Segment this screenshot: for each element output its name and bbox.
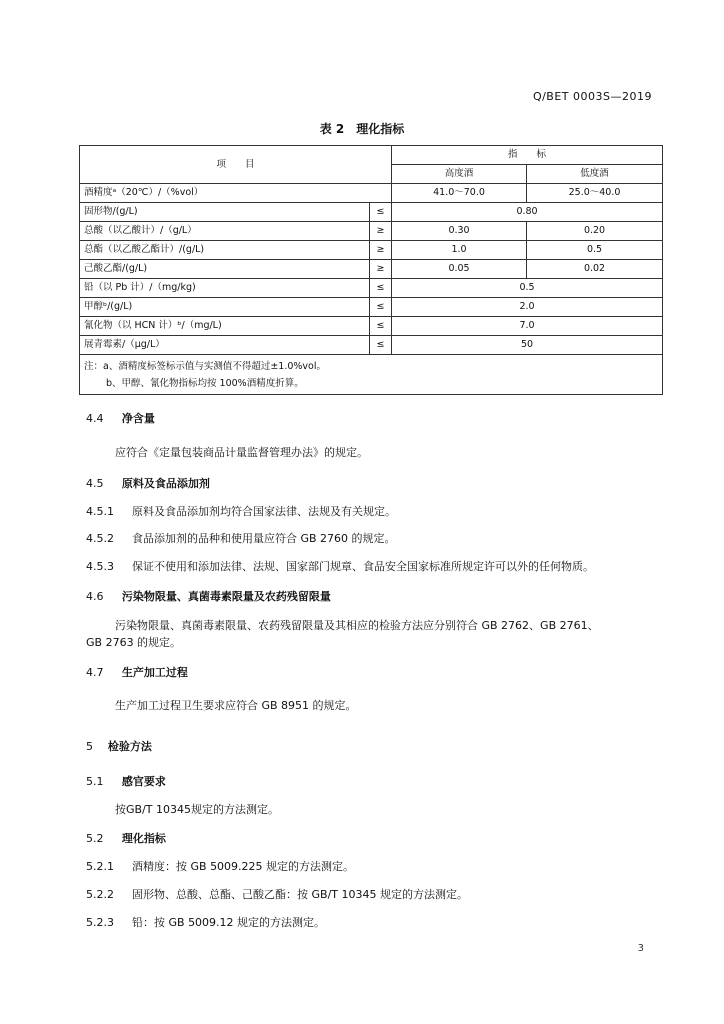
section-number: 5.2.1: [86, 860, 114, 873]
section-title: 生产加工过程: [121, 666, 188, 679]
section-4-5-3: [86, 558, 594, 574]
section-number: 4.7: [86, 666, 104, 679]
row-relation: ≥: [370, 222, 392, 241]
table-row: [80, 203, 663, 222]
header-low-alcohol: 低度酒: [527, 165, 663, 184]
note-a: 注：a、酒精度标签标示值与实测值不得超过±1.0%vol。: [84, 361, 326, 372]
row-item: 展青霉素/（μg/L）: [80, 336, 370, 355]
section-number: 5.1: [86, 775, 104, 788]
table-row: [80, 222, 663, 241]
row-low-value: 0.02: [527, 260, 663, 279]
note-b: b、甲醇、氰化物指标均按 100%酒精度折算。: [106, 378, 304, 389]
section-number: 5.2.3: [86, 916, 114, 929]
row-high-value: 0.30: [392, 222, 527, 241]
row-item: 酒精度ᵃ（20℃）/（%vol）: [80, 184, 392, 203]
section-4-5-2: [86, 530, 396, 546]
table-row: [80, 279, 663, 298]
section-number: 4.5.2: [86, 532, 114, 545]
section-4-5-heading: [86, 475, 210, 491]
section-number: 4.5.1: [86, 505, 114, 518]
row-value: 0.80: [392, 203, 663, 222]
section-4-6-heading: [86, 588, 331, 604]
table-row: [80, 241, 663, 260]
section-number: 5: [86, 740, 93, 753]
row-relation: ≤: [370, 298, 392, 317]
row-value: 50: [392, 336, 663, 355]
section-title: 理化指标: [121, 832, 166, 845]
row-high-value: 0.05: [392, 260, 527, 279]
section-text: 酒精度：按 GB 5009.225 规定的方法测定。: [132, 860, 355, 873]
section-title: 污染物限量、真菌毒素限量及农药残留限量: [121, 590, 331, 603]
row-item: 甲醇ᵇ/(g/L): [80, 298, 370, 317]
row-relation: ≥: [370, 260, 392, 279]
row-relation: ≤: [370, 317, 392, 336]
section-5-2-heading: [86, 830, 166, 846]
section-5-1-text: 按GB/T 10345规定的方法测定。: [115, 803, 279, 816]
row-high-value: 1.0: [392, 241, 527, 260]
section-4-5-1: [86, 503, 396, 519]
section-5-2-2: [86, 886, 468, 902]
section-text: 固形物、总酸、总酯、己酸乙酯：按 GB/T 10345 规定的方法测定。: [132, 888, 468, 901]
section-title: 感官要求: [121, 775, 166, 788]
section-text: 铅：按 GB 5009.12 规定的方法测定。: [132, 916, 326, 929]
row-item: 氰化物（以 HCN 计）ᵇ/（mg/L): [80, 317, 370, 336]
header-high-alcohol: 高度酒: [392, 165, 527, 184]
section-title: 净含量: [121, 412, 155, 425]
section-title: 原料及食品添加剂: [121, 477, 210, 490]
table-row: [80, 260, 663, 279]
section-number: 5.2.2: [86, 888, 114, 901]
row-item: 铅（以 Pb 计）/（mg/kg): [80, 279, 370, 298]
row-item: 总酸（以乙酸计）/（g/L）: [80, 222, 370, 241]
row-high-value: 41.0～70.0: [392, 184, 527, 203]
table-row: [80, 336, 663, 355]
section-number: 4.4: [86, 412, 104, 425]
table-row: [80, 184, 663, 203]
section-text: 原料及食品添加剂均符合国家法律、法规及有关规定。: [132, 505, 396, 518]
table-notes: [80, 355, 663, 395]
page-number: 3: [637, 943, 644, 954]
row-relation: ≤: [370, 203, 392, 222]
section-number: 5.2: [86, 832, 104, 845]
section-4-7-text: 生产加工过程卫生要求应符合 GB 8951 的规定。: [115, 699, 357, 712]
row-value: 2.0: [392, 298, 663, 317]
section-5-1-heading: [86, 773, 166, 789]
header-item: 项 目: [80, 146, 392, 184]
row-item: 总酯（以乙酸乙酯计）/(g/L): [80, 241, 370, 260]
section-number: 4.5: [86, 477, 104, 490]
row-item: 己酸乙酯/(g/L): [80, 260, 370, 279]
row-relation: ≤: [370, 336, 392, 355]
section-5-2-3: [86, 914, 325, 930]
section-5-heading: [86, 738, 152, 754]
section-4-6-text-line-1: 污染物限量、真菌毒素限量、农药残留限量及其相应的检验方法应分别符合 GB 2762、GB 2761、: [115, 619, 599, 632]
row-relation: ≥: [370, 241, 392, 260]
row-low-value: 25.0～40.0: [527, 184, 663, 203]
row-value: 0.5: [392, 279, 663, 298]
header-index: 指 标: [392, 146, 663, 165]
section-title: 检验方法: [107, 740, 152, 753]
section-text: 保证不使用和添加法律、法规、国家部门规章、食品安全国家标准所规定许可以外的任何物质。: [132, 560, 594, 573]
section-4-4-text: 应符合《定量包装商品计量监督管理办法》的规定。: [115, 446, 368, 459]
section-number: 4.6: [86, 590, 104, 603]
section-4-6-text-line-2: GB 2763 的规定。: [86, 636, 182, 649]
section-number: 4.5.3: [86, 560, 114, 573]
document-code: Q/BET 0003S—2019: [532, 90, 652, 103]
section-4-4-heading: [86, 410, 155, 426]
section-4-7-heading: [86, 664, 188, 680]
row-low-value: 0.20: [527, 222, 663, 241]
section-text: 食品添加剂的品种和使用量应符合 GB 2760 的规定。: [132, 532, 396, 545]
table-row: [80, 298, 663, 317]
row-relation: ≤: [370, 279, 392, 298]
row-item: 固形物/(g/L): [80, 203, 370, 222]
table-row: [80, 317, 663, 336]
row-low-value: 0.5: [527, 241, 663, 260]
table-title: 表 2 理化指标: [319, 122, 405, 136]
physicochemical-table: [79, 145, 663, 395]
row-value: 7.0: [392, 317, 663, 336]
section-5-2-1: [86, 858, 354, 874]
